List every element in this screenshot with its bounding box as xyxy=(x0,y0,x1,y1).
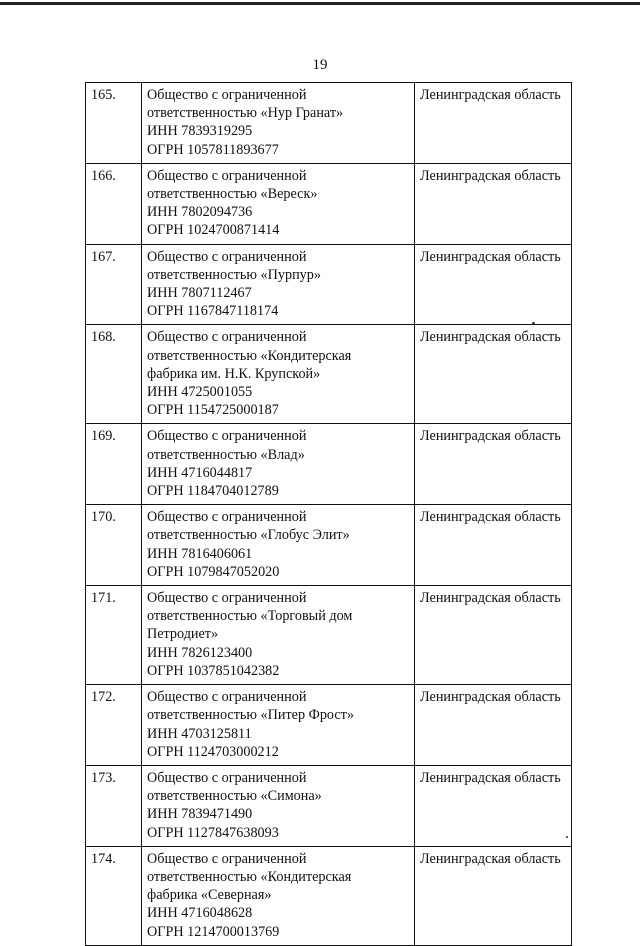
organization-line: ОГРН 1024700871414 xyxy=(147,222,280,239)
organization-line: ответственностью «Пурпур» xyxy=(147,266,321,283)
organization-line: ИНН 4703125811 xyxy=(147,725,252,742)
organization-line: ОГРН 1127847638093 xyxy=(147,824,279,841)
organization-cell xyxy=(142,586,415,685)
organization-line: ОГРН 1079847052020 xyxy=(147,563,280,580)
organization-line: ОГРН 1154725000187 xyxy=(147,402,279,419)
organization-line: ИНН 7807112467 xyxy=(147,285,252,302)
organizations-table xyxy=(85,82,572,946)
organization-line: ИНН 7802094736 xyxy=(147,204,253,221)
organization-cell xyxy=(142,325,415,424)
organization-line: ОГРН 1124703000212 xyxy=(147,743,279,760)
organization-line: Общество с ограниченной xyxy=(147,509,307,526)
region-cell: Ленинградская область xyxy=(415,586,572,685)
region-cell: Ленинградская область xyxy=(415,163,572,244)
organization-line: Общество с ограниченной xyxy=(147,689,307,706)
organization-line: ИНН 7839319295 xyxy=(147,123,253,140)
organization-line: ответственностью «Симона» xyxy=(147,788,322,805)
region-cell: Ленинградская область xyxy=(415,244,572,325)
row-number: 167. xyxy=(86,244,142,325)
region-cell: Ленинградская область xyxy=(415,505,572,586)
organization-line: Общество с ограниченной xyxy=(147,248,307,265)
organization-line: ОГРН 1214700013769 xyxy=(147,923,280,940)
organization-line: ИНН 7826123400 xyxy=(147,644,253,661)
organization-line: ОГРН 1167847118174 xyxy=(147,303,279,320)
organization-line: ответственностью «Торговый дом xyxy=(147,608,353,625)
organization-line: Общество с ограниченной xyxy=(147,329,307,346)
table-row xyxy=(86,163,572,244)
table-row xyxy=(86,325,572,424)
organization-line: ИНН 7816406061 xyxy=(147,545,253,562)
organization-cell xyxy=(142,846,415,945)
organization-line: ответственностью «Глобус Элит» xyxy=(147,527,350,544)
organization-line: фабрика «Северная» xyxy=(147,887,272,904)
row-number: 166. xyxy=(86,163,142,244)
row-number: 170. xyxy=(86,505,142,586)
organization-line: ответственностью «Кондитерская xyxy=(147,347,352,364)
organizations-table-body xyxy=(86,83,572,946)
organization-line: Общество с ограниченной xyxy=(147,167,307,184)
table-row xyxy=(86,765,572,846)
region-cell: Ленинградская область xyxy=(415,424,572,505)
row-number: 174. xyxy=(86,846,142,945)
organization-cell xyxy=(142,244,415,325)
organization-cell xyxy=(142,83,415,164)
organization-line: Общество с ограниченной xyxy=(147,87,307,103)
region-cell: Ленинградская область xyxy=(415,846,572,945)
organization-line: Общество с ограниченной xyxy=(147,590,307,607)
region-cell: Ленинградская область xyxy=(415,685,572,766)
table-row xyxy=(86,424,572,505)
organization-cell xyxy=(142,163,415,244)
organization-line: ОГРН 1037851042382 xyxy=(147,662,280,679)
table-row xyxy=(86,846,572,945)
scan-speck xyxy=(532,322,535,325)
row-number: 171. xyxy=(86,586,142,685)
table-row xyxy=(86,505,572,586)
scan-top-border xyxy=(0,2,640,5)
page-number: 19 xyxy=(312,57,328,73)
organization-line: ответственностью «Нур Гранат» xyxy=(147,105,344,122)
organization-cell xyxy=(142,765,415,846)
organization-line: ОГРН 1057811893677 xyxy=(147,141,279,158)
region-cell: Ленинградская область xyxy=(415,325,572,424)
organization-line: ответственностью «Кондитерская xyxy=(147,868,352,885)
organization-line: ИНН 4716044817 xyxy=(147,464,253,481)
region-cell: Ленинградская область xyxy=(415,765,572,846)
organization-line: фабрика им. Н.К. Крупской» xyxy=(147,365,321,382)
organization-line: ответственностью «Вереск» xyxy=(147,186,318,203)
organization-line: ответственностью «Питер Фрост» xyxy=(147,707,354,724)
organization-line: ИНН 4725001055 xyxy=(147,384,253,401)
organization-line: Петродиет» xyxy=(147,626,219,643)
organization-line: ОГРН 1184704012789 xyxy=(147,483,279,500)
organization-line: Общество с ограниченной xyxy=(147,428,307,445)
organization-line: Общество с ограниченной xyxy=(147,850,307,867)
organization-cell xyxy=(142,685,415,766)
organization-cell xyxy=(142,424,415,505)
organization-line: ИНН 4716048628 xyxy=(147,905,253,922)
row-number: 165. xyxy=(86,83,142,164)
row-number: 169. xyxy=(86,424,142,505)
row-number: 173. xyxy=(86,765,142,846)
row-number: 168. xyxy=(86,325,142,424)
table-row xyxy=(86,83,572,164)
organization-line: ответственностью «Влад» xyxy=(147,446,305,463)
table-row xyxy=(86,586,572,685)
region-cell: Ленинградская область xyxy=(415,83,572,164)
row-number: 172. xyxy=(86,685,142,766)
organization-cell xyxy=(142,505,415,586)
table-row xyxy=(86,685,572,766)
table-row xyxy=(86,244,572,325)
organization-line: ИНН 7839471490 xyxy=(147,806,253,823)
scan-speck xyxy=(566,836,568,838)
organization-line: Общество с ограниченной xyxy=(147,769,307,786)
